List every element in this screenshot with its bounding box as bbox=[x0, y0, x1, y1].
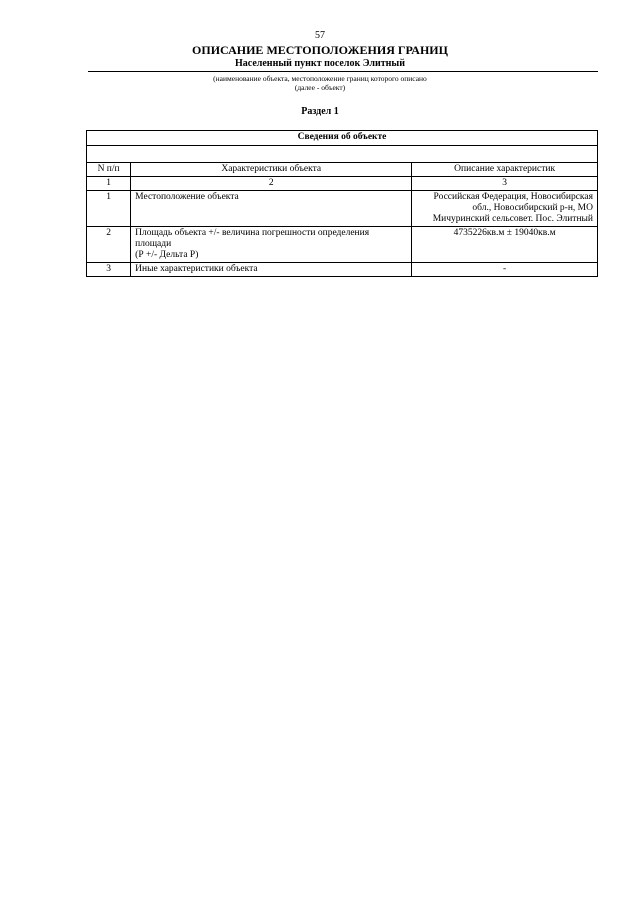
page-number: 57 bbox=[315, 30, 325, 41]
object-caption bbox=[0, 74, 640, 92]
title-underline bbox=[88, 71, 598, 72]
column-number-2: 2 bbox=[131, 177, 412, 191]
caption-line-2: (далее - объект) bbox=[294, 83, 346, 92]
column-header-number: N п/п bbox=[87, 163, 131, 177]
row-number: 2 bbox=[87, 227, 131, 263]
table-spacer-row bbox=[87, 146, 598, 163]
row-description: Российская Федерация, Новосибирская обл., Новосибирский р-н, МО Мичуринский сельсовет. Пос. Элитный bbox=[412, 191, 598, 227]
table-row bbox=[87, 227, 598, 263]
section-title: Раздел 1 bbox=[301, 106, 339, 117]
column-number-row bbox=[87, 177, 598, 191]
row-characteristic-text: Площадь объекта +/- величина погрешности определения площади bbox=[135, 228, 370, 249]
column-header-description: Описание характеристик bbox=[412, 163, 598, 177]
row-characteristic-formula: (Р +/- Дельта Р) bbox=[135, 250, 199, 260]
document-title: ОПИСАНИЕ МЕСТОПОЛОЖЕНИЯ ГРАНИЦ bbox=[192, 43, 448, 57]
column-number-3: 3 bbox=[412, 177, 598, 191]
document-subtitle: Населенный пункт поселок Элитный bbox=[234, 58, 405, 69]
table-heading: Сведения об объекте bbox=[87, 131, 598, 146]
row-characteristic bbox=[131, 227, 412, 263]
column-number-1: 1 bbox=[87, 177, 131, 191]
caption-line-1: (наименование объекта, местоположение границ которого описано bbox=[213, 74, 427, 83]
column-header-characteristic: Характеристики объекта bbox=[131, 163, 412, 177]
row-description: - bbox=[412, 263, 598, 277]
table-header-row bbox=[87, 163, 598, 177]
row-number: 1 bbox=[87, 191, 131, 227]
row-number: 3 bbox=[87, 263, 131, 277]
table-heading-row bbox=[87, 131, 598, 146]
row-description: 4735226кв.м ± 19040кв.м bbox=[412, 227, 598, 263]
object-info-table bbox=[86, 130, 598, 277]
row-characteristic: Иные характеристики объекта bbox=[131, 263, 412, 277]
table-spacer-cell bbox=[87, 146, 598, 163]
table-row bbox=[87, 263, 598, 277]
row-characteristic: Местоположение объекта bbox=[131, 191, 412, 227]
table-row bbox=[87, 191, 598, 227]
